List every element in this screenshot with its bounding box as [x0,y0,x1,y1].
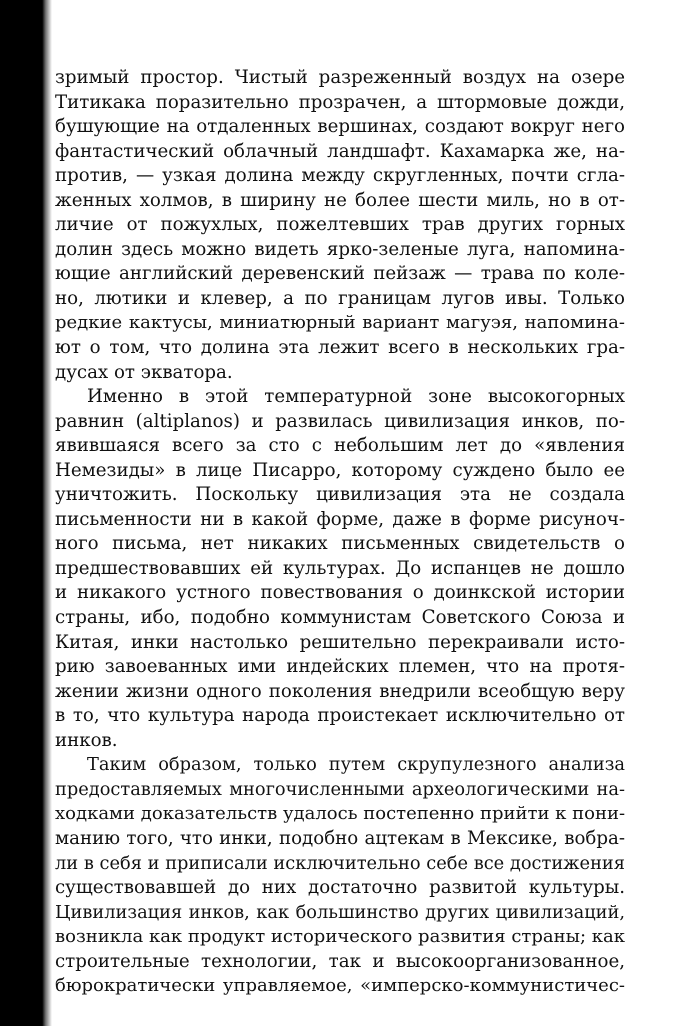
body-text [55,66,625,999]
text-line: зримый простор. Чистый разреженный воздух на озере [55,67,625,88]
text-line: явившаяся всего за сто с небольшим лет до «явления [55,435,625,457]
text-line: бюрократически управляемое, «имперско-коммунистичес- [55,975,625,997]
text-line: личие от пожухлых, пожелтевших трав других горных [55,214,625,236]
text-line: бушующие на отдаленных вершинах, создают вокруг него [55,116,625,138]
paragraph-3 [55,753,625,998]
text-line: фантастический облачный ландшафт. Кахамарка же, на- [55,140,625,162]
text-line: инков. [55,729,118,751]
text-line: существовавшей до них достаточно развитой культуры. [55,877,625,899]
text-line: рию завоеванных ими индейских племен, что на протя- [55,656,625,678]
text-line: Немезиды» в лице Писарро, которому суждено было ее [55,459,625,481]
scan-spine-edge [38,0,52,1026]
text-line: предшествовавших ей культурах. До испанцев не дошло [55,557,625,579]
text-line: ют о том, что долина эта лежит всего в нескольких гра- [55,337,625,359]
text-line: возникла как продукт исторического развития страны; как [55,926,625,948]
text-line: редкие кактусы, миниатюрный вариант магуэя, напомина- [55,312,625,334]
paragraph-2 [55,385,625,753]
text-line: равнин (altiplanos) и развилась цивилизация инков, по- [55,410,625,432]
scan-spine-shadow [0,0,40,1026]
text-line: дусах от экватора. [55,361,233,383]
text-line: ходками доказательств удалось постепенно прийти к пони- [55,803,626,825]
text-line: предоставляемых многочисленными археологическими на- [55,778,625,800]
text-line: ного письма, нет никаких письменных свидетельств о [55,533,625,555]
paragraph-1 [55,66,625,385]
text-line: женных холмов, в ширину не более шести миль, но в от- [55,189,625,211]
text-line: в то, что культура народа проистекает исключительно от [55,705,625,727]
text-line: долин здесь можно видеть ярко-зеленые луга, напомина- [55,238,625,260]
text-line: против, — узкая долина между скругленных, почти сгла- [55,165,625,187]
text-line: Именно в этой температурной зоне высокогорных [87,386,625,408]
text-line: жении жизни одного поколения внедрили всеобщую веру [55,680,625,702]
text-line: уничтожить. Поскольку цивилизация эта не создала [55,484,625,506]
text-line: Таким образом, только путем скрупулезного анализа [87,754,625,776]
text-line: но, лютики и клевер, а по границам лугов ивы. Только [55,287,625,309]
text-line: Цивилизация инков, как большинство других цивилизаций, [55,901,625,923]
text-line: манию того, что инки, подобно ацтекам в Мексике, вобра- [55,827,625,849]
text-line: Китая, инки настолько решительно перекраивали исто- [55,631,625,653]
text-line: Титикака поразительно прозрачен, а штормовые дожди, [55,91,625,113]
text-line: строительные технологии, так и высокоорганизованное, [55,950,625,972]
text-line: ли в себя и приписали исключительно себе все достижения [55,852,625,874]
text-line: письменности ни в какой форме, даже в форме рисуноч- [55,508,625,530]
text-line: страны, ибо, подобно коммунистам Советского Союза и [55,607,625,629]
text-line: и никакого устного повествования о доинкской истории [55,582,625,604]
text-line: ющие английский деревенский пейзаж — трава по коле- [55,263,625,285]
